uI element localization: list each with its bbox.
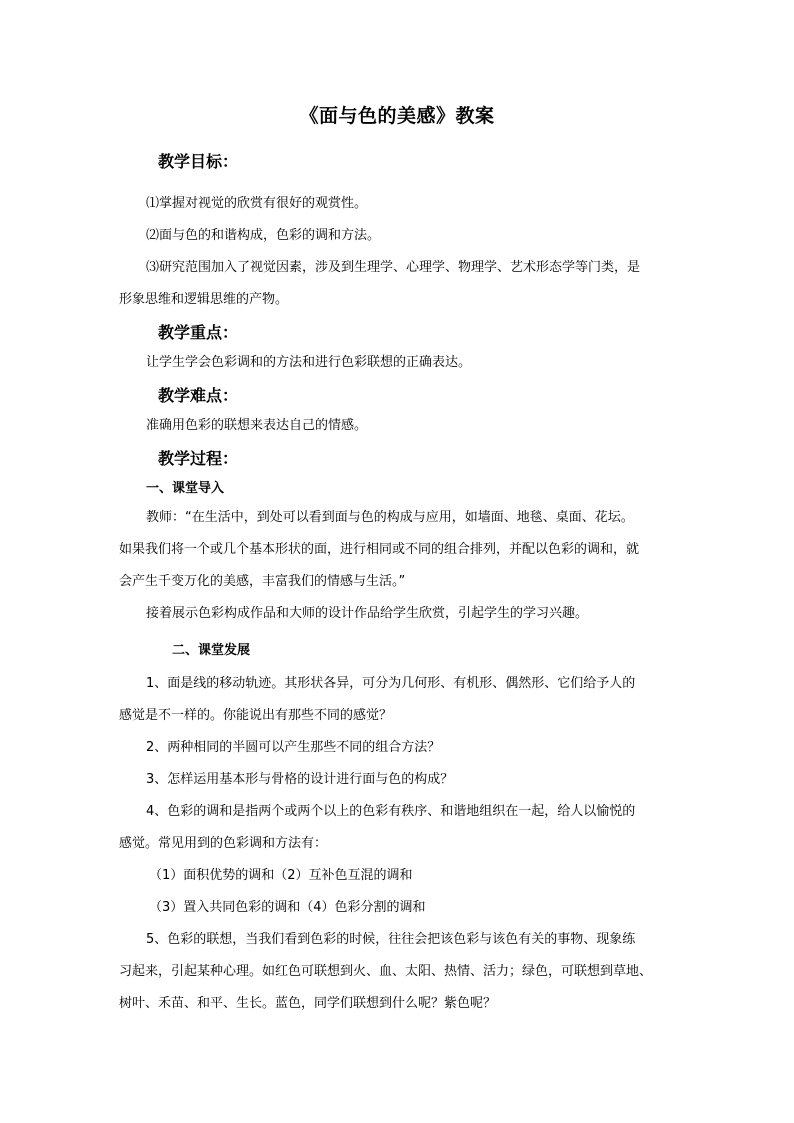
key-points-heading: 教学重点： [158,323,239,342]
key-points-text: 让学生学会色彩调和的方法和进行色彩联想的正确表达。 [146,355,472,370]
part2-line-10: 习起来，引起某种心理。如红色可联想到火、血、太阳、热情、活力；绿色，可联想到草地、 [119,964,653,979]
objective-item-2: ⑵面与色的和谐构成，色彩的调和方法。 [146,228,381,243]
part2-line-8: （3）置入共同色彩的调和（4）色彩分割的调和 [149,900,426,915]
part2-line-11: 树叶、禾苗、和平、生长。蓝色，同学们联想到什么呢？紫色呢？ [119,996,497,1011]
difficulties-text: 准确用色彩的联想来表达自己的情感。 [146,418,368,433]
objective-item-1: ⑴掌握对视觉的欣赏有很好的观赏性。 [146,196,368,211]
document-title: 《面与色的美感》教案 [299,105,495,127]
part2-heading: 二、课堂发展 [172,643,251,658]
part2-line-9: 5、色彩的联想，当我们看到色彩的时候，往往会把该色彩与该色有关的事物、现象练 [146,932,636,947]
part1-line-4: 接着展示色彩构成作品和大师的设计作品给学生欣赏，引起学生的学习兴趣。 [146,606,589,621]
difficulties-heading: 教学难点： [158,386,239,405]
objectives-heading: 教学目标： [158,152,239,171]
process-heading: 教学过程： [158,449,239,468]
part2-line-4: 3、怎样运用基本形与骨格的设计进行面与色的构成？ [146,772,454,787]
part2-line-7: （1）面积优势的调和（2）互补色互混的调和 [149,868,413,883]
part2-line-1: 1、面是线的移动轨迹。其形状各异，可分为几何形、有机形、偶然形、它们给予人的 [146,676,636,691]
part2-line-5: 4、色彩的调和是指两个或两个以上的色彩有秩序、和谐地组织在一起，给人以愉悦的 [146,804,636,819]
objective-item-3-continued: 形象思维和逻辑思维的产物。 [119,292,289,307]
part2-line-2: 感觉是不一样的。你能说出有那些不同的感觉？ [119,708,393,723]
objective-item-3: ⑶研究范围加入了视觉因素，涉及到生理学、心理学、物理学、艺术形态学等门类，是 [146,260,641,275]
part1-line-3: 会产生千变万化的美感，丰富我们的情感与生活。” [119,574,406,589]
part1-line-1: 教师：“在生活中，到处可以看到面与色的构成与应用，如墙面、地毯、桌面、花坛。 [146,510,634,525]
part1-line-2: 如果我们将一个或几个基本形状的面，进行相同或不同的组合排列，并配以色彩的调和，就 [119,542,640,557]
part1-heading: 一、课堂导入 [146,481,225,496]
part2-line-3: 2、两种相同的半圆可以产生那些不同的组合方法？ [146,740,441,755]
part2-line-6: 感觉。常见用到的色彩调和方法有： [119,836,328,851]
